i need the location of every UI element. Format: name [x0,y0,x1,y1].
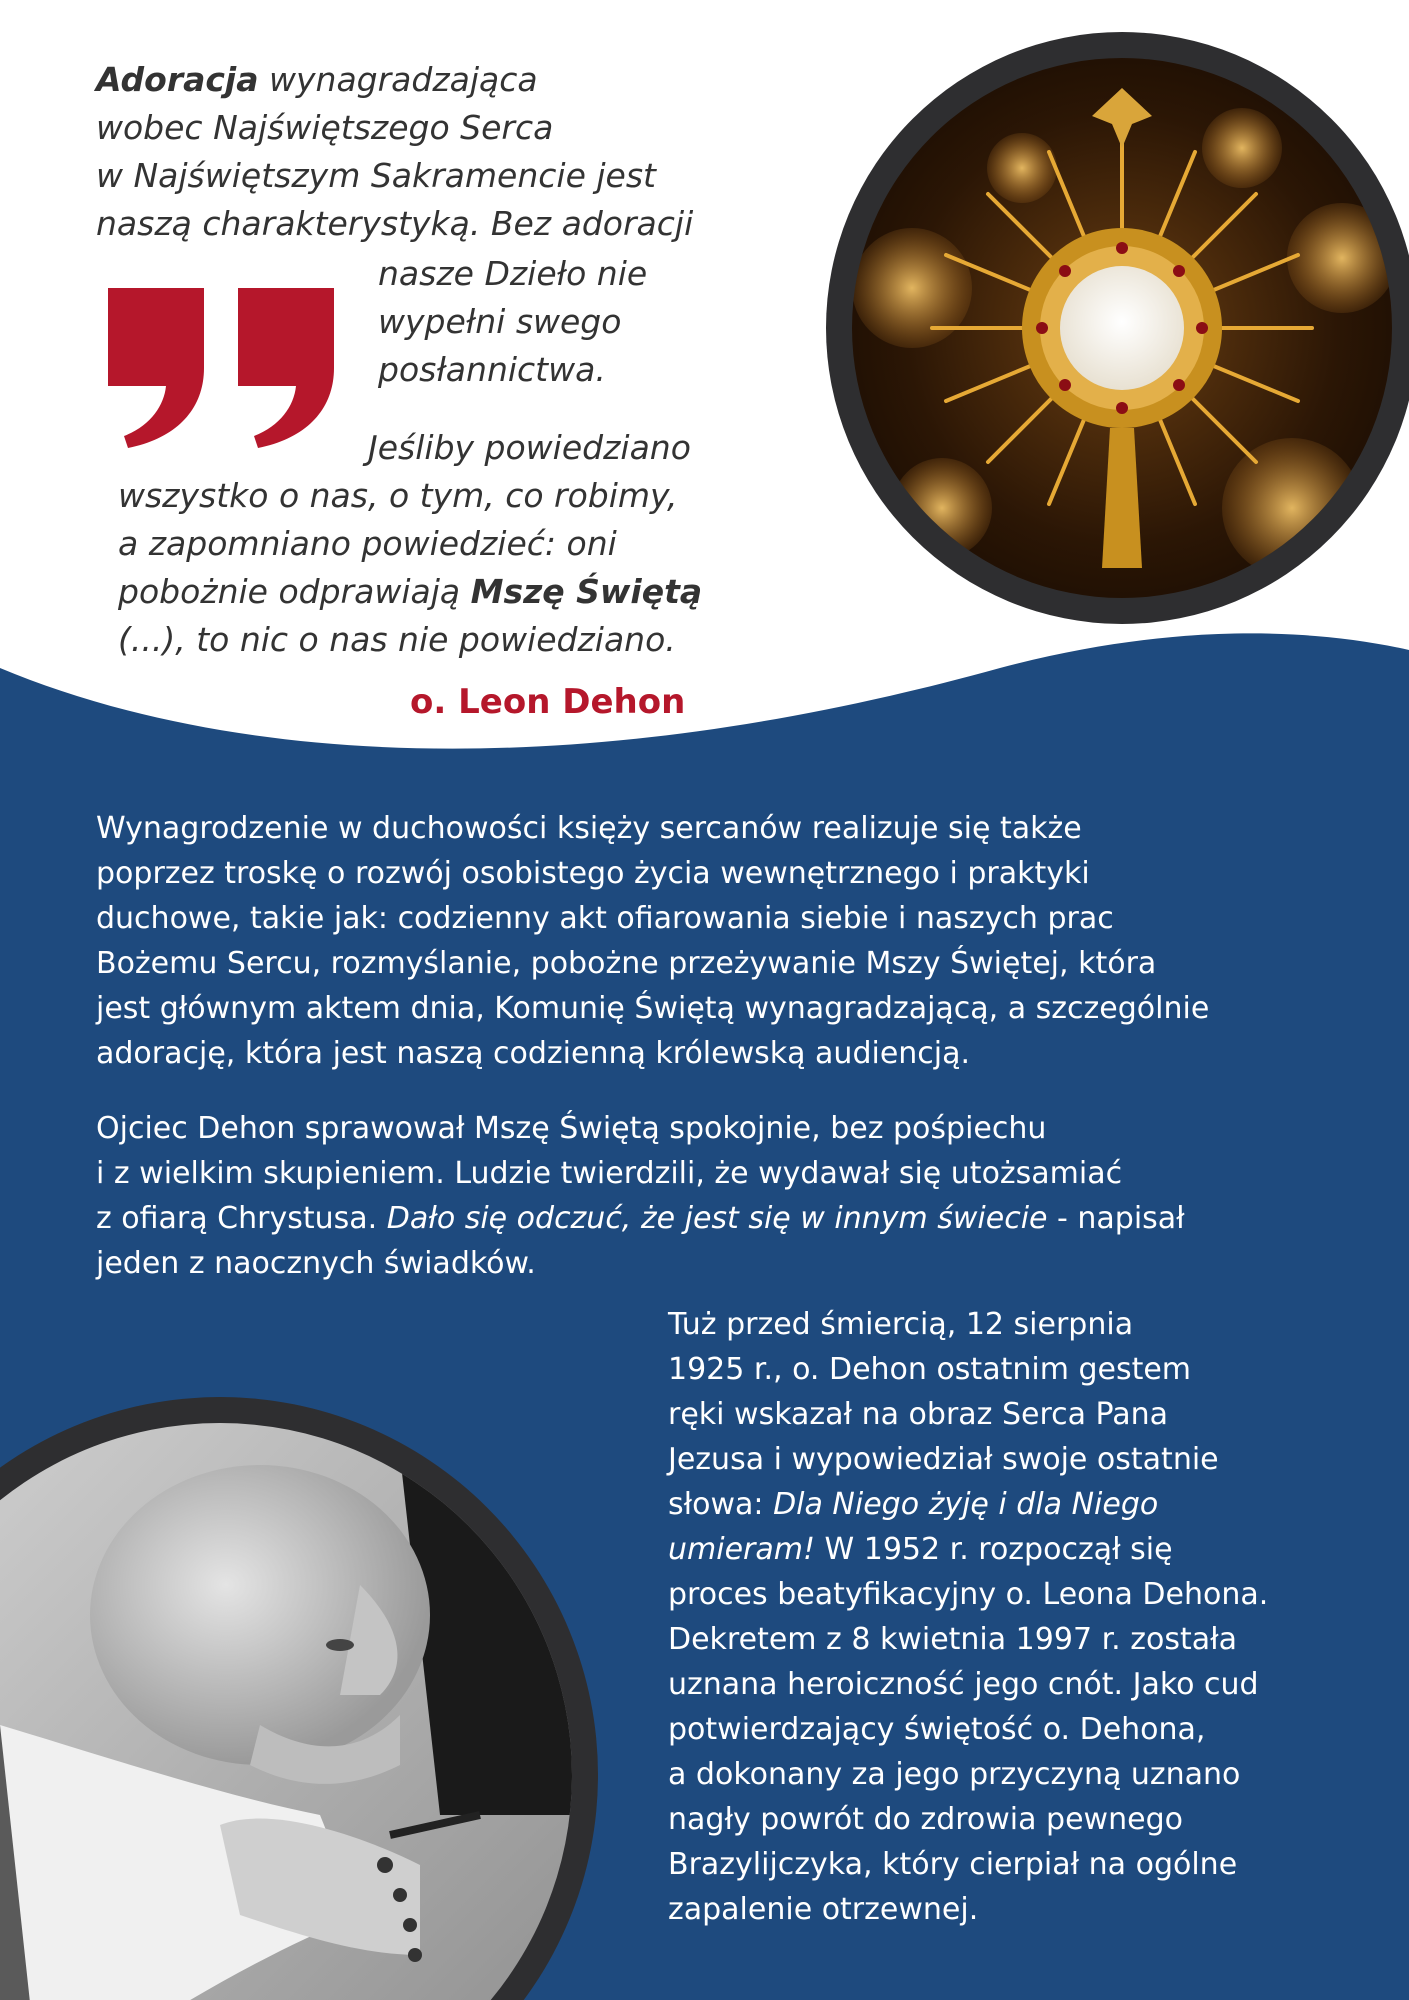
paragraph-line: i z wielkim skupieniem. Ludzie twierdzili, że wydawał się utożsamiać [96,1156,1123,1191]
paragraph-line: ręki wskazał na obraz Serca Pana [668,1397,1169,1432]
monstrance-photo [822,28,1409,628]
paragraph-line: Tuż przed śmiercią, 12 sierpnia [668,1307,1134,1342]
paragraph-line: słowa: [668,1487,774,1522]
portrait-photo [0,1395,600,2000]
quote-line: wobec Najświętszego Serca [96,108,554,147]
paragraph-line: jest głównym aktem dnia, Komunię Świętą wynagradzającą, a szczególnie [96,991,1210,1026]
quote-line: wypełni swego [378,302,622,341]
paragraph-line: Dekretem z 8 kwietnia 1997 r. została [668,1622,1238,1657]
quote-line: posłannictwa. [378,350,606,389]
quote-line: nasze Dzieło nie [378,254,648,293]
paragraph-line: Wynagrodzenie w duchowości księży sercanów realizuje się także [96,811,1082,846]
quote-line: a zapomniano powiedzieć: oni [118,524,617,563]
quote-line: Jeśliby powiedziano [368,428,691,467]
quote-author: o. Leon Dehon [410,682,686,722]
paragraph-italic: umieram! [668,1532,815,1567]
paragraph-line: Ojciec Dehon sprawował Mszę Świętą spokojnie, bez pośpiechu [96,1111,1047,1146]
paragraph-line: z ofiarą Chrystusa. [96,1201,387,1236]
paragraph-line: W 1952 r. rozpoczął się [815,1532,1173,1567]
paragraph-line: zapalenie otrzewnej. [668,1892,979,1927]
paragraph-line: Brazylijczyka, który cierpiał na ogólne [668,1847,1238,1882]
paragraph-italic: Dla Niego żyję i dla Niego [773,1487,1159,1522]
quote-intro [96,56,693,248]
paragraph-line: nagły powrót do zdrowia pewnego [668,1802,1183,1837]
quote-line: pobożnie odprawiają [118,572,471,611]
quote-bold-word: Mszę Świętą [470,572,703,611]
paragraph-line: - napisał [1047,1201,1185,1236]
quote-bold-word: Adoracja [96,60,259,99]
paragraph-line: 1925 r., o. Dehon ostatnim gestem [668,1352,1192,1387]
paragraph-line: uznana heroiczność jego cnót. Jako cud [668,1667,1259,1702]
quote-line: (...), to nic o nas nie powiedziano. [118,620,676,659]
paragraph-italic: Dało się odczuć, że jest się w innym świecie [386,1201,1048,1236]
paragraph-reparation [96,806,1326,1076]
paragraph-mass [96,1106,1326,1286]
paragraph-line: Bożemu Sercu, rozmyślanie, pobożne przeżywanie Mszy Świętej, która [96,946,1157,981]
paragraph-line: poprzez troskę o rozwój osobistego życia wewnętrznego i praktyki [96,856,1090,891]
quote-line: wszystko o nas, o tym, co robimy, [118,476,678,515]
quote-middle [378,250,647,394]
paragraph-line: jeden z naocznych świadków. [96,1246,536,1281]
paragraph-death [668,1302,1348,1932]
paragraph-line: duchowe, takie jak: codzienny akt ofiarowania siebie i naszych prac [96,901,1114,936]
paragraph-line: proces beatyfikacyjny o. Leona Dehona. [668,1577,1269,1612]
quote-ending [118,424,702,664]
paragraph-line: a dokonany za jego przyczyną uznano [668,1757,1241,1792]
paragraph-line: Jezusa i wypowiedział swoje ostatnie [668,1442,1219,1477]
paragraph-line: adorację, która jest naszą codzienną królewską audiencją. [96,1036,971,1071]
quote-line: naszą charakterystyką. Bez adoracji [96,204,694,243]
quote-line: w Najświętszym Sakramencie jest [96,156,656,195]
quote-line: wynagradzająca [258,60,538,99]
paragraph-line: potwierdzający świętość o. Dehona, [668,1712,1206,1747]
